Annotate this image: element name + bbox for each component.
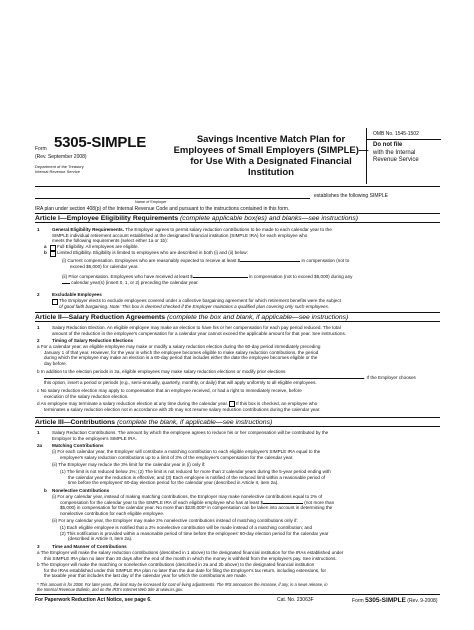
a1-current-comp (62, 258, 440, 269)
a2-p2b-a: b In addition to the election periods in 2a, eligible employees may make salary reduction elections or modify prior elections (37, 369, 286, 374)
a1-ii-b: in compensation (not to exceed $5,000) during any (249, 274, 353, 279)
a3-p2b-i-a: (i) For any calendar year, instead of making matching contributions, the Employer may make nonelective contributions equal to 2% of (52, 494, 323, 499)
article-2-note: (complete the box and blank, if applicable—see instructions) (166, 313, 349, 321)
a2-p2a-c: during which the employee may make an election is a 60-day period that includes either the date the employee becomes eligible or the (44, 355, 318, 361)
article-3-heading (35, 417, 440, 427)
cat-number: Cat. No. 23063F (277, 597, 314, 603)
a2-p2c-text (37, 388, 440, 399)
footer-divider (35, 594, 440, 595)
a1-item2-b: of good faith bargaining. Note: This box is deemed checked if the Employer maintains a qualified plan covering only such employees. (59, 303, 330, 309)
a3-p2b-i-c: (not more than (304, 499, 335, 505)
department-name: Department of the Treasury (35, 164, 84, 169)
a1-item2-title-text: Excludable Employees (52, 292, 102, 297)
a2-p1-a: Salary Reduction Election. An eligible employee may make an election to have his or her compensation for each pay period reduced. The total (52, 325, 341, 330)
article-3-title: Article III—Contributions (35, 418, 116, 426)
years-field[interactable] (62, 283, 70, 284)
a3-p3b-a: b The Employer will make the matching or nonelective contributions (described in 2a and 2b above) to the designated financial institution (37, 562, 315, 567)
footnote (37, 582, 440, 592)
a3-p2a-i-a: (i) For each calendar year, the Employer will contribute a matching contribution to each eligible employee's SIMPLE IRA equal to the (52, 449, 321, 454)
a3-p3b-b: for the IRAs established under this SIMPLE IRA plan no later than the due date for filing the Employer's tax return, including extensions, for (44, 567, 327, 573)
a3-p2a-i (52, 449, 440, 460)
a2-p1-num: 1 (37, 325, 40, 330)
title-line-3: for Use With a Designated Financial Institution (190, 156, 352, 178)
a1-a-label: a (44, 244, 47, 249)
a3-p2b-conditions (60, 525, 440, 542)
footer-form-word: Form (352, 598, 364, 604)
employer-label: Name of Employer (135, 200, 167, 204)
a2-p2d-text (37, 401, 440, 412)
establish-text: establishes the following SIMPLE (314, 193, 388, 199)
do-not-file-line3: Revenue Service (373, 157, 419, 163)
a3-p1-a: Salary Reduction Contributions. The amount by which the employee agrees to reduce his or her compensation will be contributed by the (52, 430, 329, 435)
do-not-file-note (373, 142, 419, 165)
a3-p3b-c: the taxable year that includes the last day of the calendar year for which the contributions are made. (44, 573, 248, 579)
a3-p3a-a: a The Employer will make the salary reduction contributions (described in 1 above) to the designated financial institution for the IRAs established under (37, 550, 344, 555)
a3-p2a-1-b: the calendar year the reduction is effective; and (3) Each employee is notified of the reduced limit within a reasonable period of (68, 474, 326, 480)
full-eligibility-checkbox[interactable] (50, 245, 56, 251)
article-1-note: (complete applicable box(es) and blanks—see instructions) (180, 214, 358, 222)
title-line-2: Employees of Small Employers (SIMPLE)— (173, 145, 369, 156)
a2-p2b-c: this option, insert a period or periods (e.g., semi-annually, quarterly, monthly, or daily) that will apply uniformly to all eligible employees. (44, 380, 317, 386)
a3-p2a-title (52, 443, 104, 449)
establish-row (35, 190, 440, 204)
a1-ii-a: (ii) Prior compensation. Employees who have received at least $ (62, 274, 193, 279)
do-not-file-line2: with the Internal (373, 149, 416, 156)
a3-p2b-i (52, 494, 440, 516)
do-not-file-bold: Do not file (373, 142, 403, 148)
a1-a-text: Full Eligibility. All employees are eligible. (57, 244, 139, 249)
a3-p2b-2-b: (described in Article II, item 2a). (68, 536, 133, 542)
a3-p2a-1-a: (1) The limit is not reduced below 1%; (2) The limit is not reduced for more than 2 calendar years during the 5-year period ending with (60, 469, 331, 474)
prior-comp-field[interactable] (193, 277, 248, 278)
a3-p3b-text (37, 562, 440, 579)
a3-p2a-title-text: Matching Contributions (52, 443, 104, 448)
footnote-a: * This amount is for 2008. For later years, the limit may be increased for cost-of-living adjustments. The IRS announces the increase, if any, in a news release, in (37, 582, 328, 587)
a1-item1-num: 1 (37, 227, 40, 232)
a3-p1-text (52, 430, 440, 441)
a2-p2b-b: . If the Employer chooses (364, 374, 416, 380)
article-1-title: Article I—Employee Eligibility Requirements (35, 214, 179, 222)
a3-p2b-i-e: nonelective contribution for each eligible employee. (60, 510, 165, 516)
a1-item1-c: meets the following requirements (select either 1a or 1b): (52, 238, 168, 244)
a3-p3a-b: this SIMPLE IRA plan no later than 30 days after the end of the month in which the money is withheld from the employee's pay. See instructions. (44, 555, 337, 561)
article-2-heading (35, 312, 440, 322)
ira-plan-text: IRA plan under section 408(p) of the Internal Revenue Code and pursuant to the instructions contained in this form. (35, 206, 290, 212)
a2-p2d-a: d An employee may terminate a salary reduction election at any time during the calendar year. (37, 401, 229, 406)
article-1-heading (35, 213, 440, 223)
a1-i-c: exceed $5,000) for calendar year. (70, 263, 139, 269)
a2-p2c-a: c No salary reduction election may apply to compensation that an employee received, or had a right to immediately receive, before (37, 388, 302, 393)
omb-divider (367, 139, 441, 140)
a1-b-label: b (44, 250, 47, 255)
title-line-1: Savings Incentive Match Plan for (196, 134, 346, 145)
form-number: 5305-SIMPLE (54, 134, 147, 151)
article-2-title: Article II—Salary Reduction Agreements (35, 313, 166, 321)
paperwork-notice: For Paperwork Reduction Act Notice, see page 6. (35, 597, 152, 603)
a1-ii-c: calendar year(s) (insert 0, 1, or 2) preceding the calendar year. (71, 279, 199, 285)
a3-p2b-ii: (ii) For any calendar year, the Employer may make 2% nonelective contributions instead of matching contributions only if: (52, 518, 298, 523)
a3-p2b-i-b: compensation for the calendar year to the SIMPLE IRA of each eligible employee who has at least $ (60, 499, 264, 505)
footer-form-id (352, 597, 437, 604)
a3-p2b-2-a: (2) This notification is provided within a reasonable period of time before the employees' 60-day election period for the calendar year (60, 530, 329, 536)
a2-p1-b: amount of the reduction in the employee's compensation for a calendar year cannot exceed the applicable amount for that year. See instructions. (52, 330, 347, 336)
a3-p2b-title (52, 488, 109, 494)
a3-p2b-i-d: $5,000) in compensation for the calendar year. No more than $230,000* in compensation can be taken into account in determining the (60, 505, 333, 511)
a2-p2a-b: January 1 of that year. However, for the year in which the employee becomes eligible to make salary reduction contributions, the period (44, 349, 319, 355)
a2-p2-title (52, 338, 133, 344)
a2-p2d-c: terminates a salary reduction election not in accordance with 2b may not resume salary reduction contributions during the calendar year. (44, 406, 321, 412)
footer-rev: (Rev. 9-2008) (407, 598, 438, 604)
election-period-field[interactable] (44, 378, 364, 379)
a1-item1-title: General Eligibility Requirements. (52, 227, 124, 232)
a2-p2d-b: If this box is checked, an employee who (236, 401, 318, 406)
a3-p1-b: Employer to the employee's SIMPLE IRA. (52, 435, 137, 441)
omb-number: OMB No. 1545-1502 (373, 131, 419, 137)
a3-p2a-ii: (ii) The Employer may reduce the 3% limit for the calendar year in (i) only if: (52, 462, 206, 467)
a3-p3-title-text: Time and Manner of Contributions (52, 544, 127, 549)
article-3-note: (complete the blank, if applicable—see instructions) (116, 418, 273, 426)
nonelective-comp-field[interactable] (263, 503, 303, 504)
a2-p2c-b: execution of the salary reduction election. (44, 393, 129, 399)
a1-i-b: in compensation (not to (301, 258, 350, 263)
employer-name-field[interactable] (35, 198, 310, 199)
a3-p2a-i-b: employee's salary reduction contributions up to a limit of 3% of the employee's compensation for the calendar year. (60, 454, 294, 460)
footnote-b: the Internal Revenue Bulletin, and on the IRS's Internet Web Site at www.irs.gov. (37, 587, 184, 592)
a3-p1-num: 1 (37, 430, 40, 435)
a3-p2b-title-text: Nonelective Contributions (52, 488, 110, 493)
exclude-employees-checkbox[interactable] (52, 299, 58, 305)
a2-p2a-d: day before. (44, 360, 67, 366)
form-header (35, 128, 440, 187)
a2-p2-num: 2 (37, 338, 40, 343)
a1-item2-text (59, 298, 440, 309)
a1-item2-num: 2 (37, 292, 40, 297)
current-comp-field[interactable] (240, 261, 300, 262)
a3-p2b-label: b (44, 488, 47, 493)
a3-p2a-conditions (60, 469, 440, 486)
footer-form-number: 5305-SIMPLE (365, 597, 406, 604)
a1-b-text: Limited Eligibility. Eligibility is limited to employees who are described in both (i) and (ii) below: (57, 250, 248, 255)
a1-prior-comp (62, 274, 440, 285)
a3-p3-title (52, 544, 127, 550)
form-word: Form (35, 146, 47, 152)
omb-block (366, 128, 441, 184)
a1-item1-a: The Employer agrees to permit salary reduction contributions to be made to each calendar year to the (125, 227, 332, 232)
revision-date: (Rev. September 2008) (35, 154, 87, 160)
a2-p2a-text (37, 344, 440, 366)
form-id-block (35, 134, 165, 184)
a3-p2a-num: 2a (37, 443, 43, 448)
a2-p2a-a: a For a calendar year, an eligible employee may make or modify a salary reduction election during the 60-day period immediately preceding (37, 344, 321, 349)
a2-p1-text (52, 325, 440, 336)
a1-item1-b: SIMPLE individual retirement account established at the designated financial institution (SIMPLE IRA) for each employee who (52, 232, 308, 238)
a2-p2-title-text: Timing of Salary Reduction Elections (52, 338, 134, 343)
department (35, 164, 125, 174)
a1-item1-text (52, 227, 440, 244)
a1-item2-a: The Employer elects to exclude employees covered under a collective bargaining agreement for which retirement benefits were the subject (59, 298, 341, 303)
a1-item2-title (52, 292, 102, 298)
a3-p2b-1-a: (1) Each eligible employee is notified that a 2% nonelective contribution will be made instead of a matching contribution; and (60, 525, 313, 530)
irs-name: Internal Revenue Service (35, 169, 80, 174)
a1-i-a: (i) Current compensation. Employees who are reasonably expected to receive at least $ (62, 258, 241, 263)
a2-p2b-text (37, 369, 440, 386)
a3-p3-num: 3 (37, 544, 40, 549)
form-title (171, 134, 371, 178)
limited-eligibility-checkbox[interactable] (50, 251, 56, 257)
a3-p2a-1-c: time before the employees' 60-day election period for the calendar year (described in Article II, item 2a). (68, 480, 279, 486)
a3-p3a-text (37, 550, 440, 561)
terminate-election-checkbox[interactable] (229, 401, 235, 407)
